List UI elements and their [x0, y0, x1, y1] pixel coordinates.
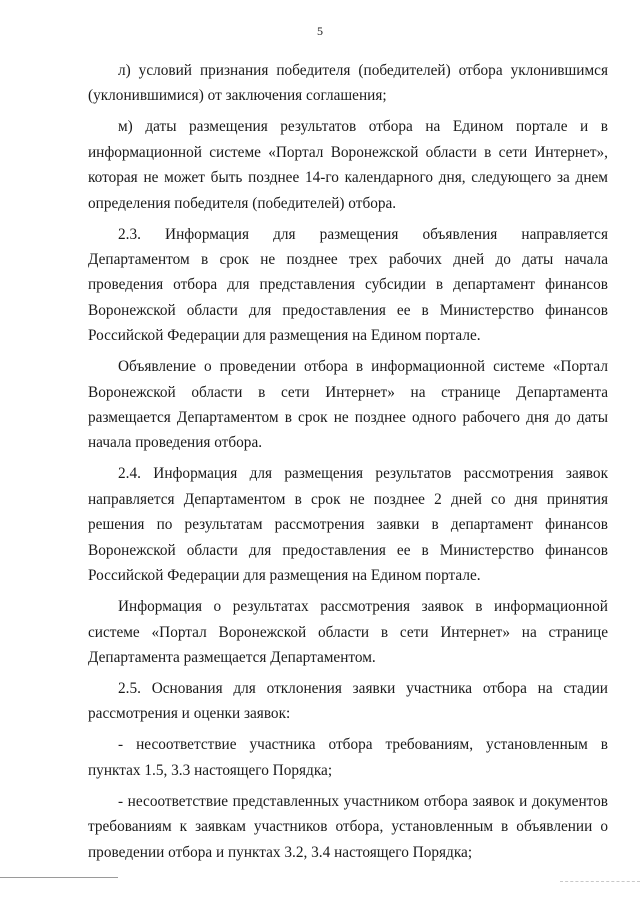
paragraph-announcement: Объявление о проведении отбора в информационной системе «Портал Воронежской области в сети Интернет» на странице Департамента размещается Департаментом в срок не позднее одного рабочего дня до даты начала проведения отбора. [88, 358, 608, 452]
document-body [88, 58, 608, 865]
list-item-requirements: - несоответствие участника отбора требованиям, установленным в пунктах 1.5, 3.3 настоящего Порядка; [88, 736, 608, 779]
paragraph-2-5: 2.5. Основания для отклонения заявки участника отбора на стадии рассмотрения и оценки заявок: [88, 679, 608, 723]
paragraph-2-4: 2.4. Информация для размещения результатов рассмотрения заявок направляется Департаментом в срок не позднее 2 дней со дня принятия решения по результатам рассмотрения заявки в департамент финансов Воронежской области для предоставления ее в Министерство финансов Российской Федерации для размещения на Едином портале. [88, 465, 608, 585]
page-number: 5 [317, 24, 323, 38]
paragraph-m: м) даты размещения результатов отбора на Едином портале и в информационной системе «Портал Воронежской области в сети Интернет», которая не может быть позднее 14-го календарного дня, следующего за днем определения победителя (победителей) отбора. [88, 118, 608, 212]
paragraph-l: л) условий признания победителя (победителей) отбора уклонившимся (уклонившимися) от заключения соглашения; [88, 62, 608, 105]
list-item-documents: - несоответствие представленных участником отбора заявок и документов требованиям к заявкам участников отбора, установленным в объявлении о проведении отбора и пунктах 3.2, 3.4 настоящего Порядка; [88, 792, 608, 861]
bottom-scan-line-right [560, 881, 640, 882]
paragraph-results-info: Информация о результатах рассмотрения заявок в информационной системе «Портал Воронежской области в сети Интернет» на странице Департамента размещается Департаментом. [88, 598, 608, 666]
paragraph-2-3: 2.3. Информация для размещения объявления направляется Департаментом в срок не позднее трех рабочих дней до даты начала проведения отбора для представления субсидии в департамент финансов Воронежской области для предоставления ее в Министерство финансов Российской Федерации для размещения на Едином портале. [88, 225, 608, 345]
bottom-scan-line [0, 877, 118, 878]
